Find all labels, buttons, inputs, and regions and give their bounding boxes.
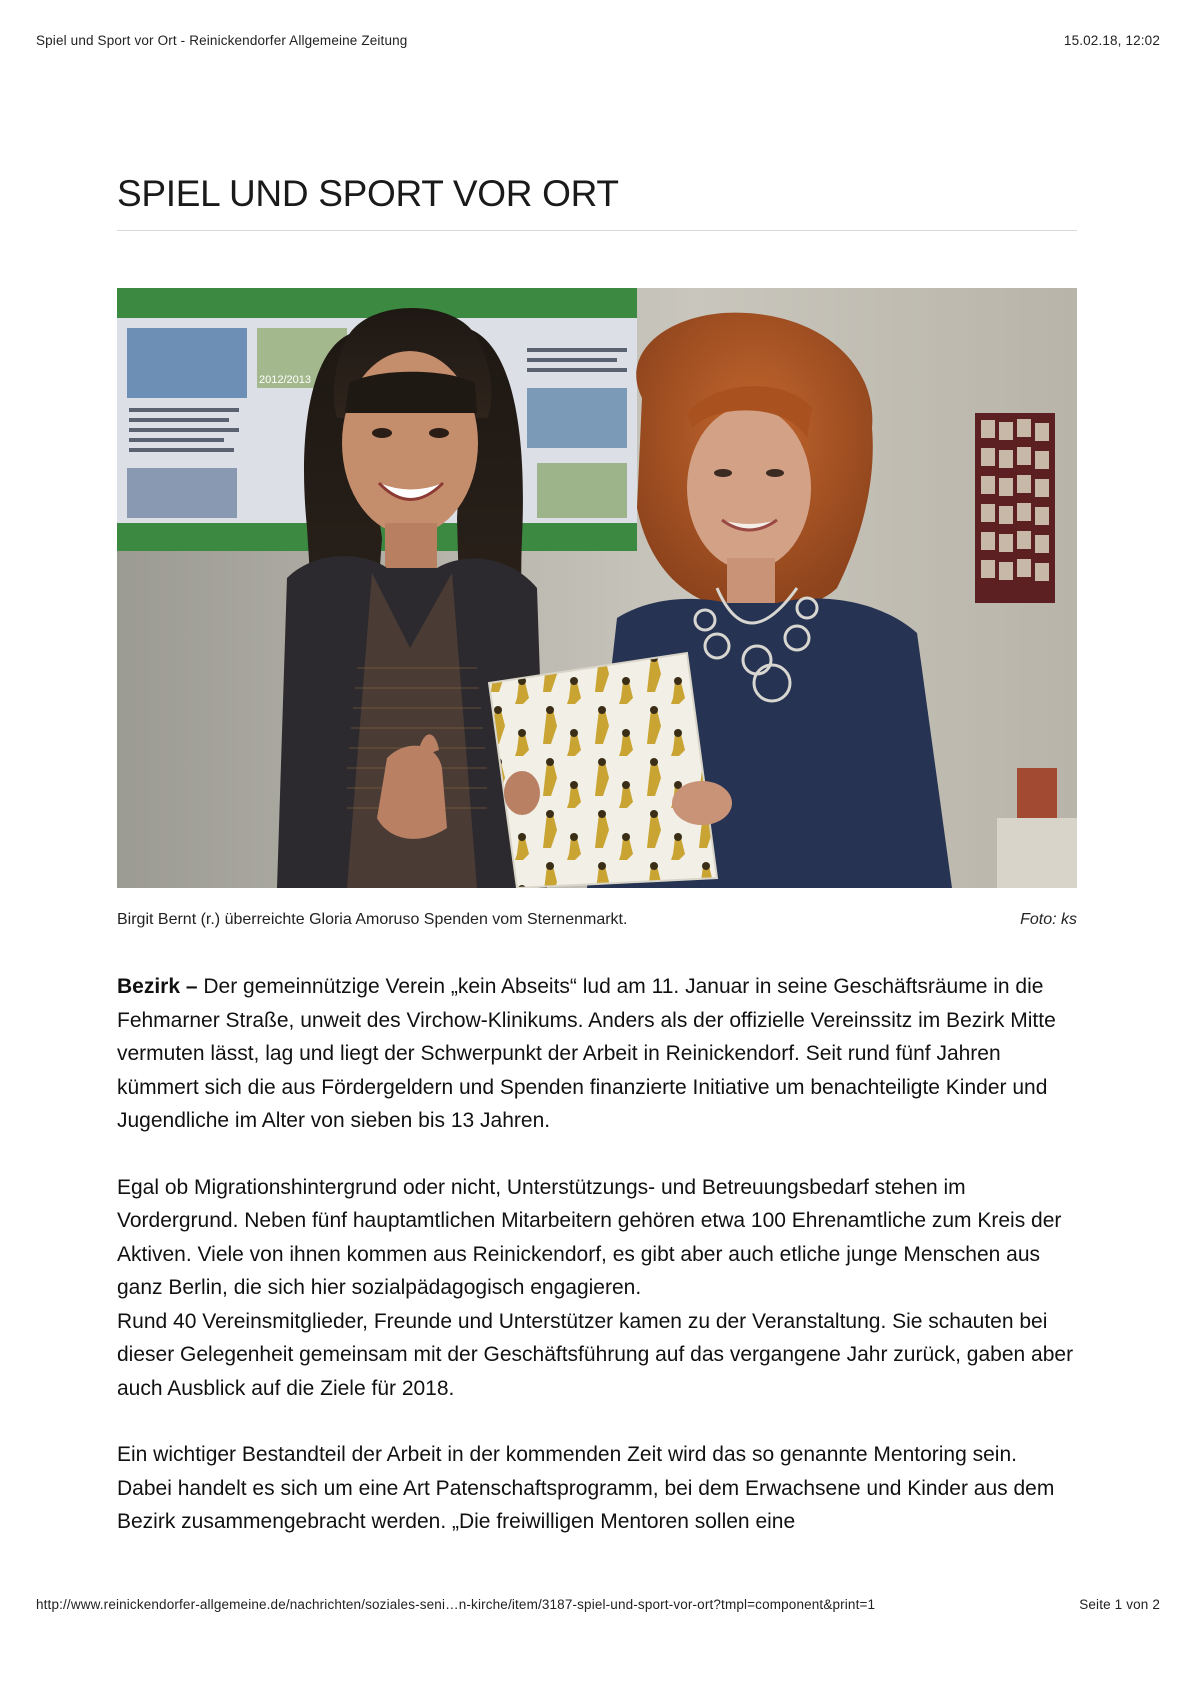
poster-label: 2012/2013: [259, 374, 311, 386]
paragraph-1: [117, 970, 1077, 1138]
photo-caption-text: Birgit Bernt (r.) überreichte Gloria Amoruso Spenden vom Sternenmarkt.: [117, 911, 628, 928]
article: [117, 170, 1077, 1533]
article-body: [117, 970, 1077, 1572]
print-header-title: Spiel und Sport vor Ort - Reinickendorfer Allgemeine Zeitung: [36, 33, 408, 48]
print-header: [36, 33, 1160, 53]
paragraph-3: Rund 40 Vereinsmitglieder, Freunde und Unterstützer kamen zu der Veranstaltung. Sie schauten bei dieser Gelegenheit gemeinsam mit der Geschäftsführung auf das vergangene Jahr zurück, gaben aber auch Ausblick auf die Ziele für 2018.: [117, 1309, 1074, 1400]
print-footer-url: http://www.reinickendorfer-allgemeine.de/nachrichten/soziales-seni…n-kirche/item/3187-spiel-und-sport-vor-ort?tmpl=component&print=1: [36, 1597, 876, 1612]
paragraph-4: Ein wichtiger Bestandteil der Arbeit in der kommenden Zeit wird das so genannte Mentoring sein. Dabei handelt es sich um eine Art Patenschaftsprogramm, bei dem Erwachsene und Kinder aus dem Bezirk zusammengebracht werden. „Die freiwilligen Mentoren sollen eine: [117, 1443, 1055, 1533]
photo-credit: Foto: ks: [1020, 911, 1077, 928]
print-footer: [36, 1597, 1160, 1617]
article-photo: [117, 288, 1077, 888]
print-footer-page: Seite 1 von 2: [1079, 1597, 1160, 1612]
photo-illustration: [117, 288, 1077, 888]
paragraph-1-lead: Bezirk –: [117, 975, 198, 998]
print-header-datetime: 15.02.18, 12:02: [1063, 33, 1160, 48]
paragraph-2: Egal ob Migrationshintergrund oder nicht, Unterstützungs- und Betreuungsbedarf stehen im Vordergrund. Neben fünf hauptamtlichen Mitarbeitern gehören etwa 100 Ehrenamtliche zum Kreis der Aktiven. Viele von ihnen kommen aus Reinickendorf, es gibt aber auch etliche junge Menschen aus ganz Berlin, die sich hier sozialpädagogisch engagieren.: [117, 1175, 1062, 1299]
article-headline: SPIEL UND SPORT VOR ORT: [117, 173, 619, 214]
headline-divider: [117, 230, 1077, 231]
photo-caption: [117, 911, 1077, 929]
paragraph-1-text: Der gemeinnützige Verein „kein Abseits“ lud am 11. Januar in seine Geschäftsräume in die Fehmarner Straße, unweit des Virchow-Klinikums. Anders als der offizielle Vereinssitz im Bezirk Mitte vermuten lässt, lag und liegt der Schwerpunkt der Arbeit in Reinickendorf. Seit rund fünf Jahren kümmert sich die aus Fördergeldern und Spenden finanzierte Initiative um benachteiligte Kinder und Jugendliche im Alter von sieben bis 13 Jahren.: [117, 975, 1056, 1132]
